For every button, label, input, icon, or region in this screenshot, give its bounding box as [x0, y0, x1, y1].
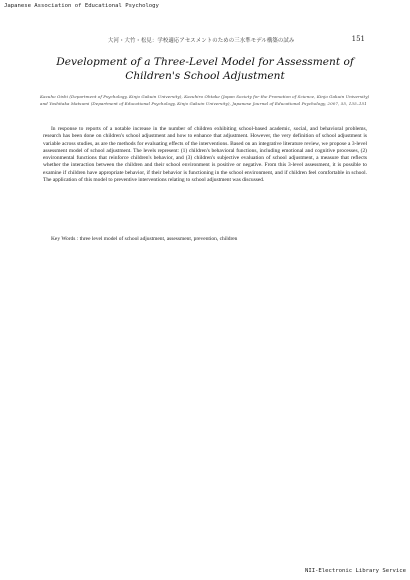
page-number: 151: [351, 35, 365, 43]
abstract: In response to reports of a notable increase in the number of children exhibiting school-based academic, social, and behavioral problems, research has been done on children's school adjustment and how to enhance that adjustment. However, the very definition of school adjustment is variable across studies, as are the methods for evaluating effects of the interventions. Based on an integrative literature review, we propose a 3-level assessment model of school adjustment. The levels represent: (1) children's behavioral functions, including emotional and cognitive processes, (2) environmental functions that reinforce children's behavior, and (3) children's subjective evaluation of school adjustment, a measure that reflects whether the interaction between the children and their school environment is positive or negative. From this 3-level assessment, it is possible to examine if children have appropriate behavior, if their behavior is functioning in the school environment, and if children feel comfortable in school. The application of this model to preventive interventions relating to school adjustment was discussed.: [43, 126, 367, 184]
running-head-title: 大河・大竹・松見：学校適応アセスメントのための三水準モデル構築の試み: [108, 38, 295, 44]
source-banner: Japanese Association of Educational Psychology: [4, 3, 159, 9]
article-title: Development of a Three-Level Model for Assessment of Children's School Adjustment: [56, 56, 354, 82]
keywords: Key Words : three level model of school adjustment, assessment, prevention, children: [51, 236, 238, 242]
library-service-banner: NII-Electronic Library Service: [304, 568, 406, 574]
running-head: [0, 36, 410, 46]
author-affiliations: Kazuho Oishi (Department of Psychology, Kinjo Gakuin University), Kazuhiro Ohtake (Japan Society for the Promotion of Science, Kinjo Gakuin University) and Yoshitaka Matsumi (Department of Educational Psychology, Kinjo Gakuin University), Japanese Journal of Educational Psychology, 2007, 55, 135–151: [40, 94, 370, 106]
